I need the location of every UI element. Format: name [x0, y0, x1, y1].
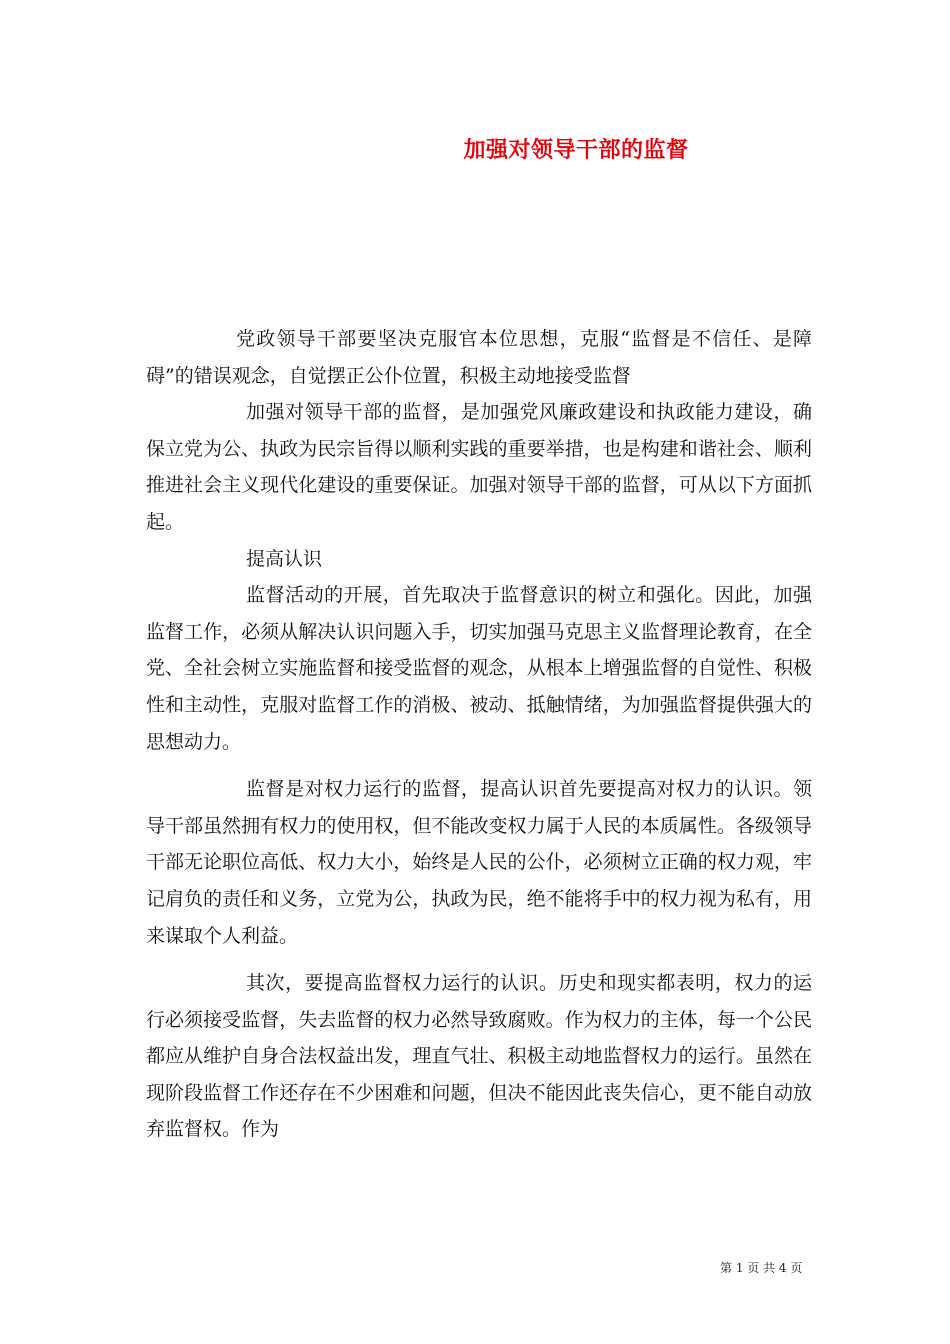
paragraph-power: 监督是对权力运行的监督，提高认识首先要提高对权力的认识。领导干部虽然拥有权力的使用权，但不能改变权力属于人民的本质属性。各级领导干部无论职位高低、权力大小，始终是人民的公仆，必须树立正确的权力观，牢记肩负的责任和义务，立党为公，执政为民，绝不能将手中的权力视为私有，用来谋取个人利益。 — [146, 778, 812, 947]
document-body — [146, 321, 812, 1148]
page-number-footer: 第 1 页 共 4 页 — [720, 1261, 803, 1275]
paragraph-supervision: 其次，要提高监督权力运行的认识。历史和现实都表明，权力的运行必须接受监督，失去监督的权力必然导致腐败。作为权力的主体，每一个公民都应从维护自身合法权益出发，理直气壮、积极主动地监督权力的运行。虽然在现阶段监督工作还存在不少困难和问题，但决不能因此丧失信心，更不能自动放弃监督权。作为 — [146, 972, 812, 1141]
paragraph-intro: 党政领导干部要坚决克服官本位思想，克服“监督是不信任、是障碍”的错误观念，自觉摆正公仆位置，积极主动地接受监督 — [146, 328, 812, 387]
paragraph-overview: 加强对领导干部的监督，是加强党风廉政建设和执政能力建设，确保立党为公、执政为民宗旨得以顺利实践的重要举措，也是构建和谐社会、顺利推进社会主义现代化建设的重要保证。加强对领导干部的监督，可从以下方面抓起。 — [146, 401, 812, 533]
document-title: 加强对领导干部的监督 — [463, 137, 689, 163]
paragraph-awareness: 监督活动的开展，首先取决于监督意识的树立和强化。因此，加强监督工作，必须从解决认识问题入手，切实加强马克思主义监督理论教育，在全党、全社会树立实施监督和接受监督的观念，从根本上增强监督的自觉性、积极性和主动性，克服对监督工作的消极、被动、抵触情绪，为加强监督提供强大的思想动力。 — [146, 584, 812, 753]
section-heading: 提高认识 — [246, 547, 323, 570]
